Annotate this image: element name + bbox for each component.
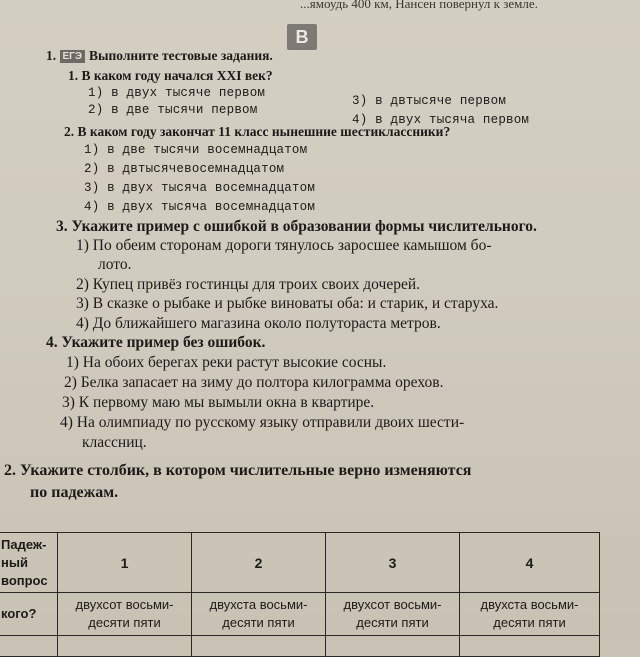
task2-text-1: Укажите столбик, в котором числительные верно изменяются	[20, 462, 472, 479]
table-cell: двухста восьми- десяти пяти	[460, 593, 600, 636]
q3-option-3: 3) В сказке о рыбаке и рыбке виноваты оба: и старик, и старуха.	[76, 295, 499, 312]
header-col-1: 1	[58, 533, 192, 593]
q2-option-4: 4) в двух тысяча восемнадцатом	[84, 200, 316, 214]
q2-option-1: 1) в две тысячи восемнадцатом	[84, 143, 308, 157]
table-cell: двухсот восьми- десяти пяти	[58, 593, 192, 636]
q1-option-4: 4) в двух тысяча первом	[352, 113, 530, 127]
row-case-label: кого?	[0, 593, 58, 636]
table-header-row	[0, 533, 600, 593]
task1-number: 1.	[46, 48, 57, 63]
header-col-4: 4	[460, 533, 600, 593]
q1-option-3: 3) в двтысяче первом	[352, 94, 507, 108]
table-row	[0, 593, 600, 636]
table-cell: двухсот восьми- десяти пяти	[326, 593, 460, 636]
q4-option-3: 3) К первому маю мы вымыли окна в квартире.	[62, 394, 375, 411]
task2-prompt-line2: по падежам.	[30, 484, 119, 501]
q4-option-2: 2) Белка запасает на зиму до полтора килограмма орехов.	[64, 374, 444, 391]
q3-option-1-cont: лото.	[98, 256, 132, 273]
top-text-fragment: ...ямоудь 400 км, Нансен повернул к земле.	[300, 0, 538, 11]
table-cell: двухста восьми- десяти пяти	[192, 593, 326, 636]
section-letter-badge: В	[287, 24, 317, 50]
question-2: 2. В каком году закончат 11 класс нынешние шестиклассники?	[64, 124, 451, 139]
question-3: 3. Укажите пример с ошибкой в образовании формы числительного.	[56, 218, 537, 235]
q1-option-2: 2) в две тысячи первом	[88, 103, 258, 117]
q4-option-4: 4) На олимпиаду по русскому языку отправили двоих шести-	[60, 414, 465, 431]
header-col-2: 2	[192, 533, 326, 593]
q1-option-1: 1) в двух тысяче первом	[88, 86, 266, 100]
question-4: 4. Укажите пример без ошибок.	[46, 334, 266, 351]
task1-header	[46, 48, 273, 64]
header-case-question: Падеж- ный вопрос	[0, 533, 58, 593]
q3-option-2: 2) Купец привёз гостинцы для троих своих дочерей.	[76, 276, 421, 293]
task1-title: Выполните тестовые задания.	[88, 48, 273, 63]
ege-badge: ЕГЭ	[60, 50, 85, 63]
task2-prompt-line1	[4, 462, 471, 480]
declension-table	[0, 532, 600, 657]
q2-option-2: 2) в двтысячевосемнадцатом	[84, 162, 285, 176]
q4-option-4-cont: классниц.	[82, 434, 147, 451]
header-col-3: 3	[326, 533, 460, 593]
q3-option-4: 4) До ближайшего магазина около полутораста метров.	[76, 315, 441, 332]
q2-option-3: 3) в двух тысяча восемнадцатом	[84, 181, 316, 195]
question-1: 1. В каком году начался XXI век?	[68, 68, 273, 83]
table-row-cut	[0, 636, 600, 657]
task2-number: 2.	[4, 462, 16, 479]
q4-option-1: 1) На обоих берегах реки растут высокие сосны.	[66, 354, 387, 371]
q3-option-1: 1) По обеим сторонам дороги тянулось заросшее камышом бо-	[76, 237, 492, 254]
